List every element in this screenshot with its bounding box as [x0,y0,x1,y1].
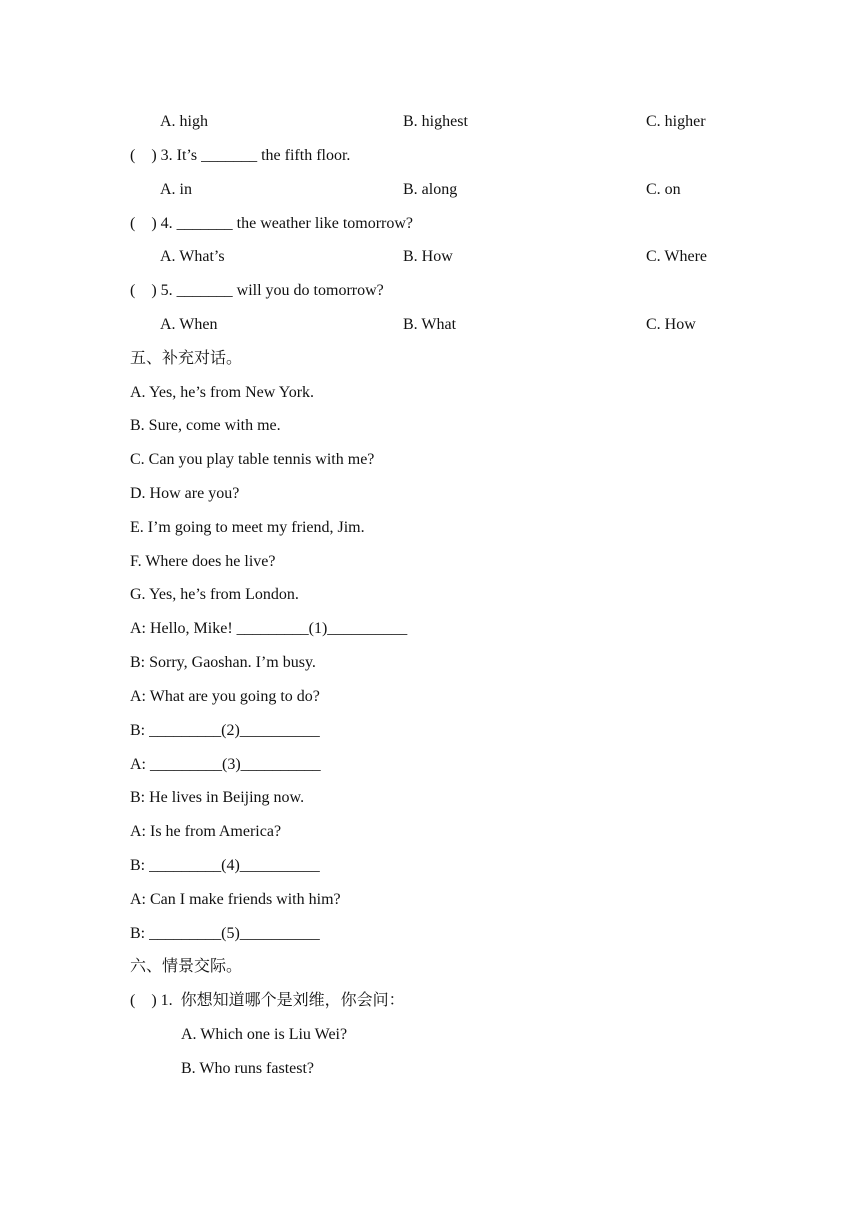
section5-choice-a: A. Yes, he’s from New York. [130,384,315,401]
q4-option-c: C. Where [646,248,708,265]
dialogue-line-8: B: _________(4)__________ [130,857,320,874]
dialogue-line-4: B: _________(2)__________ [130,722,320,739]
section6-q1-question: ( ) 1. 你想知道哪个是刘维，你会问： [130,992,405,1009]
section5-choice-d: D. How are you? [130,485,240,502]
dialogue-line-10: B: _________(5)__________ [130,925,320,942]
section5-choice-c: C. Can you play table tennis with me? [130,451,375,468]
section6-q1-option-b: B. Who runs fastest? [181,1060,315,1077]
q3-option-b: B. along [403,181,458,198]
dialogue-line-6: B: He lives in Beijing now. [130,789,305,806]
section6-q1-option-a: A. Which one is Liu Wei? [181,1026,348,1043]
section5-title: 五、补充对话。 [130,350,243,367]
q2-option-b: B. highest [403,113,468,130]
section6-title: 六、情景交际。 [130,958,243,975]
q5-option-b: B. What [403,316,457,333]
section5-choice-b: B. Sure, come with me. [130,417,281,434]
dialogue-line-3: A: What are you going to do? [130,688,320,705]
q3-option-a: A. in [160,181,192,198]
section5-choice-f: F. Where does he live? [130,553,276,570]
q5-option-c: C. How [646,316,696,333]
dialogue-line-5: A: _________(3)__________ [130,756,321,773]
q2-option-c: C. higher [646,113,706,130]
dialogue-line-2: B: Sorry, Gaoshan. I’m busy. [130,654,316,671]
section5-choice-g: G. Yes, he’s from London. [130,586,299,603]
section5-choice-e: E. I’m going to meet my friend, Jim. [130,519,365,536]
dialogue-line-1: A: Hello, Mike! _________(1)__________ [130,620,408,637]
dialogue-line-9: A: Can I make friends with him? [130,891,341,908]
q4-question: ( ) 4. _______ the weather like tomorrow? [130,215,414,232]
q3-option-c: C. on [646,181,681,198]
dialogue-line-7: A: Is he from America? [130,823,282,840]
q2-option-a: A. high [160,113,208,130]
q5-option-a: A. When [160,316,218,333]
q3-question: ( ) 3. It’s _______ the fifth floor. [130,147,351,164]
q4-option-b: B. How [403,248,453,265]
q4-option-a: A. What’s [160,248,225,265]
q5-question: ( ) 5. _______ will you do tomorrow? [130,282,384,299]
